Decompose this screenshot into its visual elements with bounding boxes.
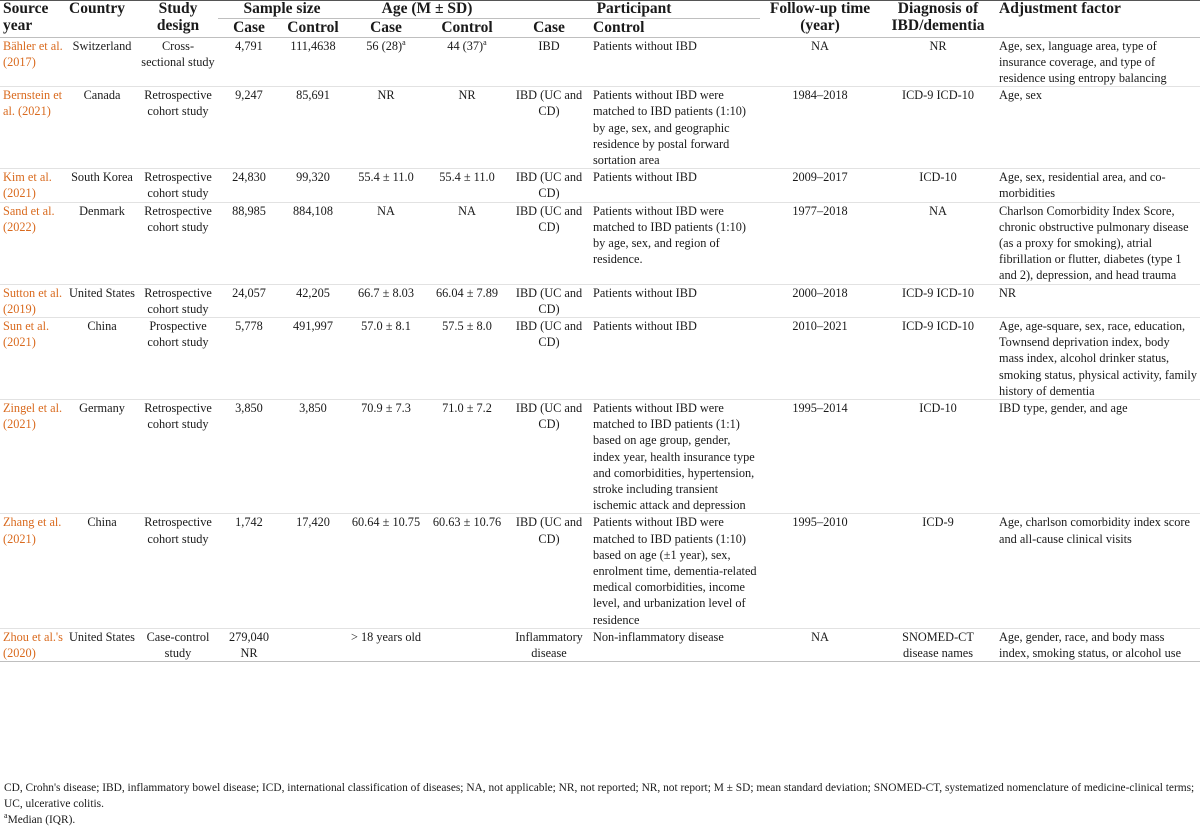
cell-country — [66, 514, 138, 628]
cell-participant-control — [590, 317, 760, 399]
cell-study-design-text: Retrospective cohort study — [144, 88, 212, 119]
cell-source-year-text[interactable]: Bähler et al. (2017) — [3, 38, 63, 69]
cell-adjustment — [996, 284, 1200, 317]
cell-age-case-text: > 18 years old — [350, 629, 422, 644]
cell-age-case — [346, 37, 426, 87]
cell-adjustment-text: IBD type, gender, and age — [999, 400, 1128, 415]
cell-sample-case — [218, 37, 280, 87]
header-sample-control: Control — [287, 18, 339, 36]
cell-adjustment-text: Age, age-square, sex, race, education, Townsend deprivation index, body mass index, alcohol drinker status, smoking status, physical activity, family history of dementia — [999, 318, 1197, 398]
cell-participant-case — [508, 37, 590, 87]
cell-diagnosis-text: ICD-9 ICD-10 — [901, 88, 975, 103]
cell-participant-case — [508, 317, 590, 399]
cell-sample-control-text: 491,997 — [293, 318, 333, 333]
cell-country-text: United States — [69, 629, 135, 644]
cell-participant-control — [590, 284, 760, 317]
header-age-control: Control — [441, 18, 493, 36]
cell-adjustment — [996, 399, 1200, 513]
cell-follow-up-text: 1995–2010 — [792, 515, 848, 530]
cell-follow-up-text: NA — [811, 629, 829, 644]
cell-study-design-text: Prospective cohort study — [147, 318, 209, 350]
cell-participant-control — [590, 399, 760, 513]
cell-diagnosis-text: ICD-9 ICD-10 — [901, 285, 975, 300]
cell-participant-case-text: IBD (UC and CD) — [515, 318, 583, 350]
cell-sample-control — [280, 514, 346, 628]
cell-participant-control-text: Patients without IBD — [593, 170, 697, 185]
cell-source-year-text[interactable]: Sun et al. (2021) — [3, 318, 50, 350]
cell-participant-control-text: Patients without IBD — [593, 318, 697, 333]
cell-age-control — [426, 202, 508, 284]
cell-participant-control-text: Patients without IBD were matched to IBD patients (1:1) based on age group, gender, index year, health insurance type and comorbidities, hypertension, stroke including transient ischemic attack and depression — [593, 400, 755, 513]
cell-country-text: Denmark — [79, 203, 125, 218]
cell-study-design — [138, 202, 218, 284]
header-participant: Participant — [508, 1, 760, 19]
cell-participant-control — [590, 87, 760, 169]
header-age-case: Case — [370, 18, 402, 36]
cell-sample-control-text: 42,205 — [296, 285, 330, 300]
cell-participant-case-text: IBD (UC and CD) — [515, 515, 583, 546]
cell-sample-control — [280, 628, 346, 661]
cell-source-year[interactable] — [0, 317, 66, 399]
cell-age-control-text: 71.0 ± 7.2 — [442, 400, 492, 415]
table-footnotes — [4, 780, 1196, 828]
table-row — [0, 169, 1200, 202]
cell-sample-control — [280, 399, 346, 513]
cell-study-design — [138, 628, 218, 661]
cell-participant-case — [508, 399, 590, 513]
cell-sample-case-text: 24,057 — [232, 285, 266, 300]
cell-sample-case-text: 3,850 — [235, 400, 263, 415]
cell-age-control-text: 55.4 ± 11.0 — [439, 170, 495, 185]
cell-study-design-text: Retrospective cohort study — [144, 515, 212, 546]
header-participant-control: Control — [593, 18, 645, 36]
cell-diagnosis — [880, 37, 996, 87]
cell-participant-case-text: IBD — [538, 38, 560, 53]
cell-adjustment — [996, 202, 1200, 284]
cell-sample-control — [280, 169, 346, 202]
cell-participant-control — [590, 169, 760, 202]
cell-age-control — [426, 37, 508, 87]
cell-source-year[interactable] — [0, 87, 66, 169]
cell-adjustment-text: Age, sex — [999, 88, 1043, 103]
cell-participant-case-text: IBD (UC and CD) — [515, 203, 583, 234]
cell-study-design-text: Retrospective cohort study — [144, 170, 212, 201]
cell-country — [66, 628, 138, 661]
cell-sample-case-text: 88,985 — [232, 203, 266, 218]
cell-participant-case — [508, 628, 590, 661]
cell-adjustment-text: Age, sex, language area, type of insurance coverage, and type of residence using entropy balancing — [999, 38, 1167, 85]
header-source-year: Source year — [3, 0, 49, 34]
cell-participant-case — [508, 202, 590, 284]
cell-source-year-text[interactable]: Sand et al. (2022) — [3, 203, 55, 234]
table-row — [0, 87, 1200, 169]
cell-diagnosis-text: NR — [929, 38, 947, 53]
cell-age-case-text: NR — [377, 88, 395, 103]
cell-participant-control-text: Patients without IBD — [593, 38, 697, 53]
cell-sample-case — [218, 628, 280, 661]
cell-study-design — [138, 399, 218, 513]
cell-study-design-text: Retrospective cohort study — [144, 285, 212, 316]
cell-follow-up-text: 1984–2018 — [792, 88, 848, 103]
footnote-marker: a — [4, 811, 8, 821]
cell-sample-case — [218, 87, 280, 169]
cell-follow-up — [760, 628, 880, 661]
cell-sample-control — [280, 317, 346, 399]
cell-sample-case-text: 9,247 — [235, 88, 263, 103]
cell-diagnosis — [880, 317, 996, 399]
cell-follow-up — [760, 37, 880, 87]
header-age: Age (M ± SD) — [346, 1, 508, 19]
table-row — [0, 284, 1200, 317]
cell-study-design-text: Retrospective cohort study — [144, 203, 212, 234]
cell-follow-up-text: 2000–2018 — [792, 285, 848, 300]
cell-diagnosis-text: NA — [929, 203, 947, 218]
cell-sample-case — [218, 399, 280, 513]
cell-age-control — [426, 317, 508, 399]
cell-age-control-text: 44 (37) — [447, 38, 484, 53]
cell-sample-control-text: 111,4638 — [290, 38, 336, 53]
table-row — [0, 628, 1200, 661]
cell-source-year-text[interactable]: Zhang et al. (2021) — [3, 515, 62, 546]
cell-sample-control-text: 99,320 — [296, 170, 330, 185]
header-sample-case: Case — [233, 18, 265, 36]
cell-country-text: South Korea — [71, 170, 133, 185]
cell-participant-case-text: IBD (UC and CD) — [515, 88, 583, 119]
cell-adjustment — [996, 169, 1200, 202]
header-participant-case: Case — [533, 18, 565, 36]
cell-age-case-text: 57.0 ± 8.1 — [361, 318, 411, 333]
cell-follow-up — [760, 202, 880, 284]
cell-participant-case — [508, 169, 590, 202]
cell-diagnosis-text: SNOMED-CT disease names — [902, 629, 974, 661]
cell-age-control-text: 66.04 ± 7.89 — [435, 285, 499, 300]
cell-age-control-text: NA — [458, 203, 476, 218]
cell-diagnosis — [880, 169, 996, 202]
cell-follow-up — [760, 514, 880, 628]
cell-follow-up-text: 1995–2014 — [792, 400, 848, 415]
cell-participant-case-text: IBD (UC and CD) — [515, 170, 583, 201]
cell-participant-case — [508, 514, 590, 628]
cell-adjustment-text: Age, charlson comorbidity index score and all-cause clinical visits — [999, 515, 1190, 546]
cell-diagnosis — [880, 514, 996, 628]
cell-age-case — [346, 628, 426, 661]
cell-participant-case — [508, 284, 590, 317]
cell-participant-control-text: Patients without IBD were matched to IBD patients (1:10) based on age (±1 year), sex, enrolment time, dementia-related medical comorbidities, income level, and urbanization level of residence — [593, 515, 757, 627]
cell-sample-case — [218, 317, 280, 399]
cell-country-text: United States — [69, 285, 135, 300]
cell-participant-control-text: Non-inflammatory disease — [593, 629, 724, 644]
cell-age-case — [346, 399, 426, 513]
cell-study-design — [138, 284, 218, 317]
header-follow-up: Follow-up time (year) — [769, 0, 871, 34]
cell-adjustment — [996, 628, 1200, 661]
cell-age-case — [346, 169, 426, 202]
cell-diagnosis-text: ICD-9 ICD-10 — [901, 318, 975, 333]
cell-country-text: China — [87, 515, 117, 530]
cell-diagnosis — [880, 284, 996, 317]
cell-age-case — [346, 514, 426, 628]
cell-sample-case — [218, 169, 280, 202]
cell-country — [66, 37, 138, 87]
cell-country-text: Canada — [83, 88, 121, 103]
cell-source-year-text[interactable]: Sutton et al. (2019) — [3, 285, 63, 316]
cell-participant-case-text: IBD (UC and CD) — [515, 400, 583, 432]
cell-follow-up — [760, 169, 880, 202]
cell-age-control-text: 57.5 ± 8.0 — [442, 318, 492, 333]
cell-follow-up — [760, 87, 880, 169]
cell-study-design — [138, 37, 218, 87]
cell-participant-case — [508, 87, 590, 169]
cell-country — [66, 202, 138, 284]
cell-source-year[interactable] — [0, 399, 66, 513]
cell-sample-case-text: 4,791 — [235, 38, 263, 53]
cell-adjustment — [996, 317, 1200, 399]
cell-sample-case — [218, 202, 280, 284]
cell-source-year-text[interactable]: Bernstein et al. (2021) — [3, 88, 63, 119]
cell-age-case-text: 70.9 ± 7.3 — [361, 400, 411, 415]
footnote-abbreviations: CD, Crohn's disease; IBD, inflammatory bowel disease; ICD, international classification of diseases; NA, not applicable; NR, not reported; NR, not report; M ± SD; mean standard deviation; SNOMED-CT, systematized nomenclature of medicine-clinical terms; UC, ulcerative colitis. — [4, 782, 1195, 810]
cell-age-case-text: NA — [377, 203, 395, 218]
cell-country — [66, 169, 138, 202]
cell-diagnosis-text: ICD-10 — [919, 170, 957, 185]
cell-country — [66, 87, 138, 169]
cell-diagnosis — [880, 628, 996, 661]
cell-source-year-text[interactable]: Kim et al. (2021) — [3, 170, 52, 201]
cell-age-case — [346, 87, 426, 169]
cell-participant-case-text: IBD (UC and CD) — [515, 285, 583, 316]
table-row — [0, 514, 1200, 628]
table-row — [0, 399, 1200, 513]
cell-sample-control-text: 3,850 — [299, 400, 327, 415]
cell-study-design-text: Retrospective cohort study — [144, 400, 212, 432]
cell-adjustment-text: Charlson Comorbidity Index Score, chronic obstructive pulmonary disease (as a proxy for smoking), atrial fibrillation or flutter, diabetes (type 1 and 2), depression, and head trauma — [999, 203, 1189, 283]
cell-age-control — [426, 399, 508, 513]
cell-source-year[interactable] — [0, 284, 66, 317]
cell-source-year[interactable] — [0, 628, 66, 661]
table-row — [0, 37, 1200, 87]
cell-country-text: Switzerland — [72, 38, 132, 53]
cell-follow-up-text: 2009–2017 — [792, 170, 848, 185]
cell-age-control-text: NR — [458, 88, 476, 103]
cell-study-design — [138, 317, 218, 399]
cell-follow-up — [760, 317, 880, 399]
cell-participant-control — [590, 628, 760, 661]
cell-diagnosis-text: ICD-10 — [919, 400, 957, 415]
cell-follow-up-text: 2010–2021 — [792, 318, 848, 333]
cell-study-design — [138, 87, 218, 169]
cell-diagnosis — [880, 399, 996, 513]
cell-sample-control — [280, 87, 346, 169]
table-row — [0, 317, 1200, 399]
cell-source-year[interactable] — [0, 169, 66, 202]
cell-sample-case-text: 24,830 — [232, 170, 266, 185]
cell-age-case — [346, 317, 426, 399]
cell-participant-control — [590, 37, 760, 87]
cell-sample-control — [280, 37, 346, 87]
footnote-median-text: Median (IQR). — [7, 814, 76, 826]
cell-adjustment-text: NR — [999, 285, 1017, 300]
cell-age-control — [426, 628, 508, 661]
cell-sample-case-text: 1,742 — [235, 515, 263, 530]
cell-sample-control-text: 17,420 — [296, 515, 330, 530]
cell-age-case-text: 55.4 ± 11.0 — [358, 170, 414, 185]
cell-sample-control — [280, 202, 346, 284]
cell-adjustment-text: Age, gender, race, and body mass index, smoking status, or alcohol use — [999, 629, 1182, 661]
cell-sample-case-text: 5,778 — [235, 318, 263, 333]
cell-participant-case-text: Inflammatory disease — [515, 629, 583, 661]
header-country: Country — [69, 0, 125, 17]
cell-follow-up-text: 1977–2018 — [792, 203, 848, 218]
cell-country — [66, 399, 138, 513]
cell-adjustment — [996, 514, 1200, 628]
cell-participant-control-text: Patients without IBD were matched to IBD patients (1:10) by age, sex, and region of residence. — [593, 203, 747, 267]
cell-diagnosis-text: ICD-9 — [922, 515, 954, 530]
cell-sample-case — [218, 514, 280, 628]
cell-source-year-text[interactable]: Zingel et al. (2021) — [3, 400, 63, 432]
cell-sample-control-text: 884,108 — [293, 203, 333, 218]
cell-participant-control-text: Patients without IBD were matched to IBD patients (1:10) by age, sex, and geographic residence by postal forward sortation area — [593, 88, 747, 167]
cell-country — [66, 284, 138, 317]
cell-source-year[interactable] — [0, 37, 66, 87]
cell-source-year[interactable] — [0, 202, 66, 284]
cell-study-design — [138, 169, 218, 202]
header-sample-size: Sample size — [218, 1, 346, 19]
cell-age-case-text: 66.7 ± 8.03 — [358, 285, 414, 300]
table-row — [0, 202, 1200, 284]
cell-country — [66, 317, 138, 399]
cell-country-text: Germany — [79, 400, 125, 415]
cell-age-control — [426, 87, 508, 169]
cell-sample-case-text: 279,040 NR — [229, 629, 269, 661]
cell-participant-control-text: Patients without IBD — [593, 285, 697, 300]
cell-age-control — [426, 169, 508, 202]
cell-adjustment-text: Age, sex, residential area, and co-morbidities — [999, 170, 1166, 201]
cell-diagnosis — [880, 202, 996, 284]
cell-participant-control — [590, 514, 760, 628]
cell-sample-control-text: 85,691 — [296, 88, 330, 103]
header-adjustment: Adjustment factor — [999, 0, 1121, 17]
cell-participant-control — [590, 202, 760, 284]
header-row-primary — [0, 1, 1200, 19]
header-diagnosis: Diagnosis of IBD/dementia — [891, 0, 985, 34]
footnote-marker: a — [402, 37, 406, 47]
cell-country-text: China — [87, 318, 117, 333]
cell-diagnosis — [880, 87, 996, 169]
cell-age-case — [346, 284, 426, 317]
cell-study-design-text: Case-control study — [146, 629, 210, 661]
cell-follow-up-text: NA — [811, 38, 829, 53]
header-study-design: Study design — [156, 0, 200, 34]
cell-follow-up — [760, 284, 880, 317]
cell-age-case — [346, 202, 426, 284]
cell-sample-control — [280, 284, 346, 317]
footnote-median — [4, 812, 1196, 828]
cell-sample-case — [218, 284, 280, 317]
cell-age-control-text: 60.63 ± 10.76 — [432, 515, 502, 530]
cell-adjustment — [996, 87, 1200, 169]
cell-age-case-text: 60.64 ± 10.75 — [351, 515, 421, 530]
cell-age-control — [426, 284, 508, 317]
cell-follow-up — [760, 399, 880, 513]
cell-study-design-text: Cross-sectional study — [141, 38, 215, 69]
cell-age-control — [426, 514, 508, 628]
cell-age-case-text: 56 (28) — [366, 38, 403, 53]
footnote-marker: a — [483, 37, 487, 47]
cell-study-design — [138, 514, 218, 628]
cell-source-year[interactable] — [0, 514, 66, 628]
cell-source-year-text[interactable]: Zhou et al.'s (2020) — [3, 629, 63, 661]
cell-adjustment — [996, 37, 1200, 87]
